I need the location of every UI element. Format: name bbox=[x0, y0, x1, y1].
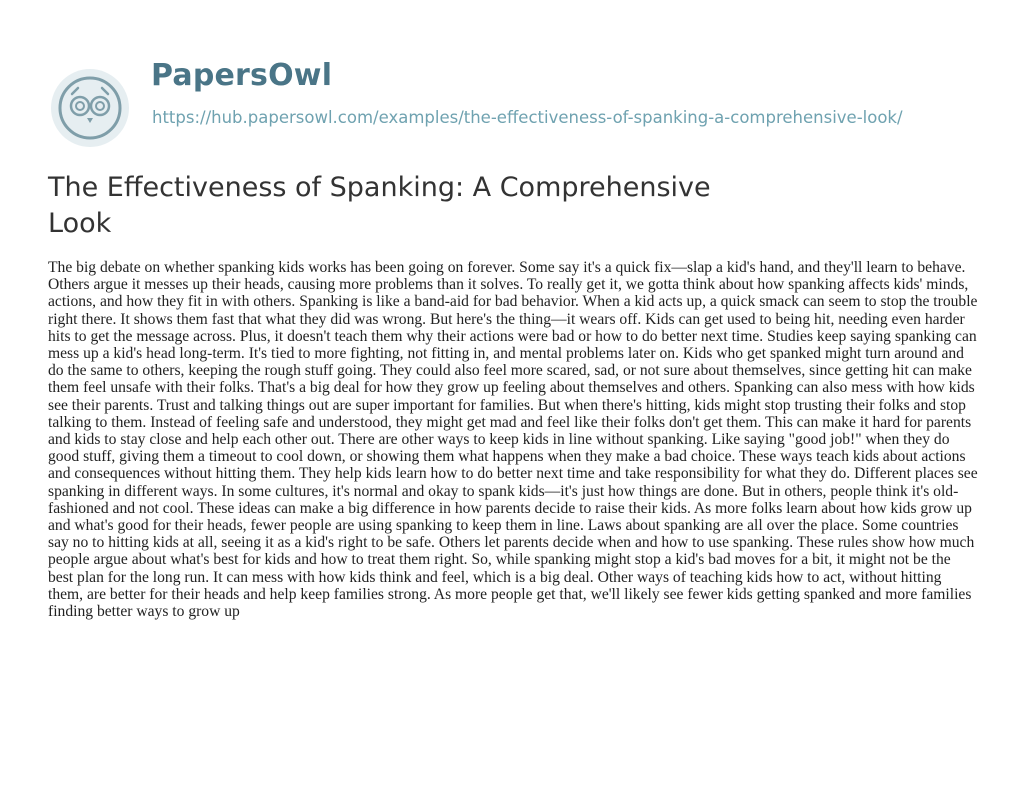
owl-logo-icon[interactable] bbox=[48, 66, 132, 150]
site-header bbox=[48, 56, 1008, 136]
brand-name[interactable]: PapersOwl bbox=[151, 58, 333, 93]
source-url-link[interactable]: https://hub.papersowl.com/examples/the-effectiveness-of-spanking-a-comprehensive-look/ bbox=[152, 108, 903, 127]
document-title: The Effectiveness of Spanking: A Comprehensive Look bbox=[48, 172, 711, 239]
document-body: The big debate on whether spanking kids works has been going on forever. Some say it's a quick fix—slap a kid's hand, and they'll learn to behave. Others argue it messes up their heads, causing more problems than it solves. To really get it, we gotta think about how spanking affects kids' minds, actions, and how they fit in with others. Spanking is like a band-aid for bad behavior. When a kid acts up, a quick smack can seem to stop the trouble right there. It shows them fast that what they did was wrong. But here's the thing—it wears off. Kids can get used to being hit, needing even harder hits to get the message across. Plus, it doesn't teach them why their actions were bad or how to do better next time. Studies keep saying spanking can mess up a kid's head long-term. It's tied to more fighting, not fitting in, and mental problems later on. Kids who get spanked might turn around and do the same to others, keeping the rough stuff going. They could also feel more scared, sad, or not sure about themselves, since getting hit can make them feel unsafe with their folks. That's a big deal for how they grow up feeling about themselves and others. Spanking can also mess with how kids see their parents. Trust and talking things out are super important for families. But when there's hitting, kids might stop trusting their folks and stop talking to them. Instead of feeling safe and understood, they might get mad and feel like their folks don't get them. This can make it hard for parents and kids to stay close and help each other out. There are other ways to keep kids in line without spanking. Like saying "good job!" when they do good stuff, giving them a timeout to cool down, or showing them what happens when they make a bad choice. These ways teach kids about actions and consequences without hitting them. They help kids learn how to do better next time and take responsibility for what they do. Different places see spanking in different ways. In some cultures, it's normal and okay to spank kids—it's just how things are done. But in others, people think it's old-fashioned and not cool. These ideas can make a big difference in how parents decide to raise their kids. As more folks learn about how kids grow up and what's good for their heads, fewer people are using spanking to keep them in line. Laws about spanking are all over the place. Some countries say no to hitting kids at all, seeing it as a kid's right to be safe. Others let parents decide when and how to use spanking. These rules show how much people argue about what's best for kids and how to treat them right. So, while spanking might stop a kid's bad moves for a bit, it might not be the best plan for the long run. It can mess with how kids think and feel, which is a big deal. Other ways of teaching kids how to act, without hitting them, are better for their heads and help keep families strong. As more people get that, we'll likely see fewer kids getting spanked and more families finding better ways to grow up bbox=[48, 259, 978, 621]
